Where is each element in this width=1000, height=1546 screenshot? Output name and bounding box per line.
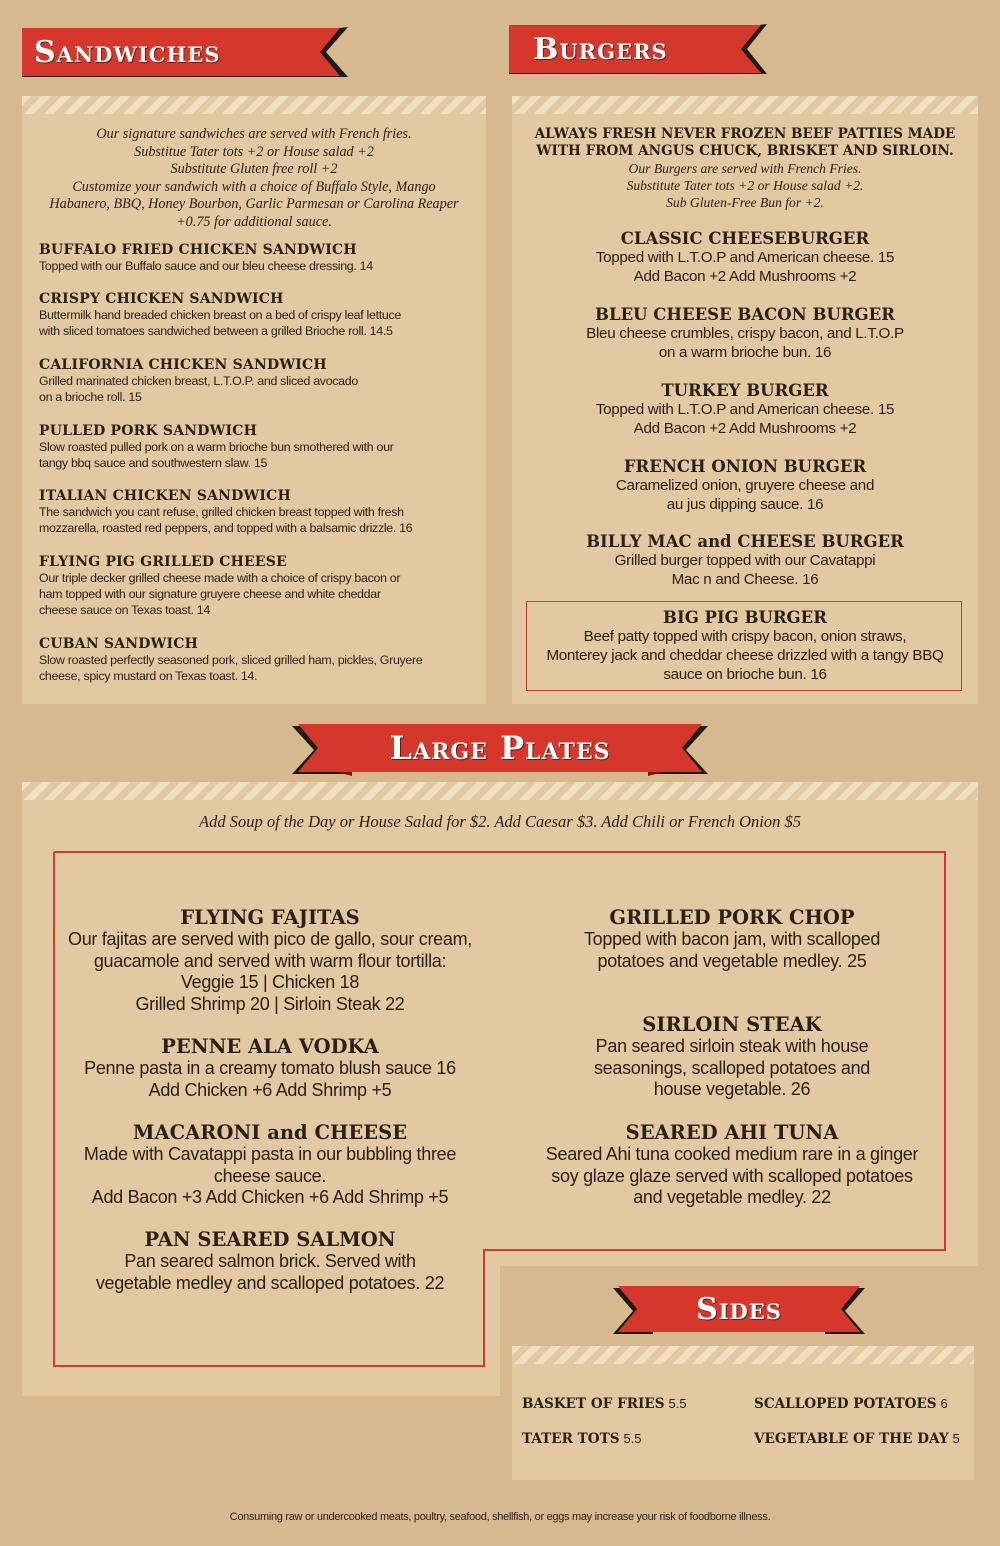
sides-title: Sides bbox=[696, 1291, 782, 1327]
item-desc: Made with Cavatappi pasta in our bubbling three bbox=[83, 1144, 457, 1164]
sandwiches-intro bbox=[22, 126, 486, 232]
item-desc: Beef patty topped with crispy bacon, onion straws, bbox=[583, 628, 907, 645]
item-desc: sauce on brioche bun. 16 bbox=[663, 666, 827, 683]
menu-item bbox=[512, 1013, 952, 1101]
menu-item bbox=[39, 488, 479, 536]
item-desc: Topped with bacon jam, with scalloped bbox=[583, 929, 881, 949]
burgers-intro bbox=[512, 126, 978, 211]
side-name: TATER TOTS bbox=[522, 1431, 620, 1447]
side-price: 6 bbox=[940, 1396, 948, 1411]
large-plates-intro: Add Soup of the Day or House Salad for $2. Add Caesar $3. Add Chili or French Onion $5 bbox=[199, 812, 801, 831]
item-desc: Veggie 15 | Chicken 18 bbox=[180, 972, 360, 992]
item-name: PENNE ALA VODKA bbox=[161, 1035, 379, 1058]
item-desc: Our fajitas are served with pico de gallo, sour cream, bbox=[68, 929, 472, 949]
item-desc: mozzarella, roasted red peppers, and topped with a balsamic drizzle. 16 bbox=[39, 521, 413, 535]
intro-line: +0.75 for additional sauce. bbox=[176, 213, 332, 230]
menu-item bbox=[39, 636, 479, 684]
item-desc: Our triple decker grilled cheese made with a choice of crispy bacon or bbox=[39, 571, 401, 585]
sides-banner bbox=[613, 1286, 865, 1336]
item-name: MACARONI and CHEESE bbox=[132, 1121, 408, 1144]
large-plates-title: Large Plates bbox=[389, 729, 611, 767]
menu-item bbox=[512, 608, 978, 684]
intro-line: Our signature sandwiches are served with French fries. bbox=[96, 126, 412, 142]
item-desc: Pan seared sirloin steak with house bbox=[595, 1036, 869, 1056]
item-desc: au jus dipping sauce. 16 bbox=[666, 496, 824, 513]
item-desc: seasonings, scalloped potatoes and bbox=[593, 1057, 870, 1078]
panel-stripe bbox=[22, 96, 486, 114]
item-name: TURKEY BURGER bbox=[661, 381, 829, 400]
item-name: CALIFORNIA CHICKEN SANDWICH bbox=[39, 357, 327, 373]
menu-item bbox=[512, 906, 952, 972]
item-desc: on a warm brioche bun. 16 bbox=[658, 344, 832, 361]
item-name: BILLY MAC and CHEESE BURGER bbox=[586, 532, 904, 551]
side-item bbox=[754, 1430, 960, 1447]
side-name: VEGETABLE OF THE DAY bbox=[754, 1431, 949, 1447]
item-desc: cheese sauce on Texas toast. 14 bbox=[39, 603, 210, 617]
item-desc: Add Bacon +2 Add Mushrooms +2 bbox=[633, 268, 857, 285]
item-desc: Add Chicken +6 Add Shrimp +5 bbox=[148, 1079, 392, 1100]
menu-item bbox=[512, 1121, 952, 1209]
large-plates-banner bbox=[292, 724, 708, 776]
intro-line: Sub Gluten-Free Bun for +2. bbox=[666, 195, 824, 210]
item-name: ITALIAN CHICKEN SANDWICH bbox=[39, 488, 291, 504]
menu-item bbox=[39, 291, 479, 339]
item-desc: and vegetable medley. 22 bbox=[633, 1187, 831, 1207]
item-desc: Add Bacon +3 Add Chicken +6 Add Shrimp +5 bbox=[91, 1187, 449, 1207]
intro-line: Customize your sandwich with a choice of Buffalo Style, Mango bbox=[72, 178, 436, 195]
item-desc: Grilled burger topped with our Cavatappi bbox=[614, 552, 876, 569]
menu-item bbox=[39, 554, 479, 618]
item-name: PULLED PORK SANDWICH bbox=[39, 423, 258, 439]
item-name: FLYING FAJITAS bbox=[180, 906, 360, 929]
menu-item bbox=[40, 906, 500, 1015]
menu-item bbox=[40, 1228, 500, 1294]
item-desc: ham topped with our signature gruyere cheese and white cheddar bbox=[39, 587, 381, 601]
item-name: GRILLED PORK CHOP bbox=[609, 906, 855, 929]
side-item bbox=[754, 1395, 948, 1412]
panel-stripe bbox=[512, 96, 978, 114]
burgers-headline: WITH FROM ANGUS CHUCK, BRISKET AND SIRLOIN. bbox=[536, 143, 954, 159]
item-name: FRENCH ONION BURGER bbox=[623, 457, 867, 476]
sandwiches-title: Sandwiches bbox=[34, 34, 221, 70]
item-desc: Bleu cheese crumbles, crispy bacon, and L.T.O.P bbox=[586, 325, 904, 342]
menu-item bbox=[512, 305, 978, 362]
menu-item bbox=[39, 357, 479, 405]
menu-item bbox=[39, 242, 479, 274]
item-desc: Caramelized onion, gruyere cheese and bbox=[615, 477, 875, 494]
burgers-title: Burgers bbox=[533, 31, 668, 67]
item-name: SEARED AHI TUNA bbox=[625, 1121, 839, 1144]
item-name: BIG PIG BURGER bbox=[663, 608, 827, 627]
item-desc: guacamole and served with warm flour tortilla: bbox=[93, 950, 447, 971]
intro-line: Substitute Gluten free roll +2 bbox=[170, 161, 338, 178]
item-desc: tangy bbq sauce and southwestern slaw. 15 bbox=[39, 456, 268, 470]
panel-stripe bbox=[22, 782, 978, 800]
sandwiches-banner bbox=[22, 24, 348, 80]
item-desc: Monterey jack and cheddar cheese drizzled with a tangy BBQ bbox=[546, 647, 944, 664]
item-desc: Topped with L.T.O.P and American cheese. 15 bbox=[595, 249, 895, 266]
item-desc: Grilled marinated chicken breast, L.T.O.P. and sliced avocado bbox=[39, 374, 358, 388]
side-item bbox=[522, 1395, 687, 1412]
item-desc: Grilled Shrimp 20 | Sirloin Steak 22 bbox=[135, 993, 405, 1014]
burgers-banner bbox=[509, 22, 767, 76]
item-desc: Seared Ahi tuna cooked medium rare in a ginger bbox=[545, 1144, 919, 1164]
menu-item bbox=[512, 381, 978, 438]
side-price: 5.5 bbox=[668, 1396, 687, 1411]
burgers-panel bbox=[512, 96, 978, 704]
item-desc: Slow roasted pulled pork on a warm brioche bun smothered with our bbox=[39, 440, 394, 454]
item-name: SIRLOIN STEAK bbox=[642, 1013, 822, 1036]
item-name: FLYING PIG GRILLED CHEESE bbox=[39, 554, 287, 570]
item-desc: vegetable medley and scalloped potatoes. 22 bbox=[95, 1272, 445, 1293]
item-desc: potatoes and vegetable medley. 25 bbox=[597, 950, 867, 971]
item-desc: Topped with L.T.O.P and American cheese. 15 bbox=[595, 401, 895, 418]
item-desc: Slow roasted perfectly seasoned pork, sliced grilled ham, pickles, Gruyere bbox=[39, 653, 423, 667]
item-name: CLASSIC CHEESEBURGER bbox=[620, 229, 870, 248]
item-name: CRISPY CHICKEN SANDWICH bbox=[39, 291, 284, 307]
food-safety-disclaimer: Consuming raw or undercooked meats, poultry, seafood, shellfish, or eggs may increase your risk of foodborne illness. bbox=[229, 1511, 771, 1523]
item-name: PAN SEARED SALMON bbox=[144, 1228, 396, 1251]
menu-item bbox=[512, 532, 978, 589]
burgers-headline: ALWAYS FRESH NEVER FROZEN BEEF PATTIES MADE bbox=[534, 126, 956, 142]
item-desc: cheese, spicy mustard on Texas toast. 14. bbox=[39, 669, 258, 683]
item-desc: Penne pasta in a creamy tomato blush sauce 16 bbox=[84, 1058, 456, 1078]
intro-line: Our Burgers are served with French Fries. bbox=[628, 161, 862, 176]
intro-line: Habanero, BBQ, Honey Bourbon, Garlic Parmesan or Carolina Reaper bbox=[49, 196, 459, 213]
side-item bbox=[522, 1430, 642, 1447]
item-desc: house vegetable. 26 bbox=[653, 1079, 811, 1099]
item-desc: Topped with our Buffalo sauce and our bleu cheese dressing. 14 bbox=[39, 259, 373, 273]
item-desc: Mac n and Cheese. 16 bbox=[671, 571, 819, 588]
menu-item bbox=[512, 457, 978, 514]
item-desc: cheese sauce. bbox=[213, 1165, 327, 1186]
side-name: SCALLOPED POTATOES bbox=[754, 1396, 937, 1412]
sides-panel bbox=[512, 1346, 974, 1480]
item-name: CUBAN SANDWICH bbox=[39, 636, 199, 652]
item-name: BLEU CHEESE BACON BURGER bbox=[595, 305, 895, 324]
item-desc: soy glaze glaze served with scalloped potatoes bbox=[551, 1165, 913, 1186]
item-desc: Pan seared salmon brick. Served with bbox=[124, 1251, 416, 1271]
item-desc: Buttermilk hand breaded chicken breast on a bed of crispy leaf lettuce bbox=[39, 308, 401, 322]
menu-item bbox=[40, 1121, 500, 1209]
menu-item bbox=[40, 1035, 500, 1101]
panel-stripe bbox=[512, 1346, 974, 1364]
side-price: 5.5 bbox=[623, 1431, 642, 1446]
item-desc: on a brioche roll. 15 bbox=[39, 390, 142, 404]
item-name: BUFFALO FRIED CHICKEN SANDWICH bbox=[39, 242, 357, 258]
side-price: 5 bbox=[952, 1431, 960, 1446]
menu-item bbox=[512, 229, 978, 286]
intro-line: Substitute Tater tots +2 or House salad +2. bbox=[626, 178, 864, 193]
item-desc: Add Bacon +2 Add Mushrooms +2 bbox=[633, 420, 857, 437]
sandwiches-panel bbox=[22, 96, 486, 704]
item-desc: with sliced tomatoes sandwiched between a grilled Brioche roll. 14.5 bbox=[39, 324, 393, 338]
side-name: BASKET OF FRIES bbox=[522, 1396, 665, 1412]
intro-line: Substitue Tater tots +2 or House salad +2 bbox=[134, 143, 374, 160]
item-desc: The sandwich you cant refuse, grilled chicken breast topped with fresh bbox=[39, 505, 404, 519]
menu-item bbox=[39, 423, 479, 471]
